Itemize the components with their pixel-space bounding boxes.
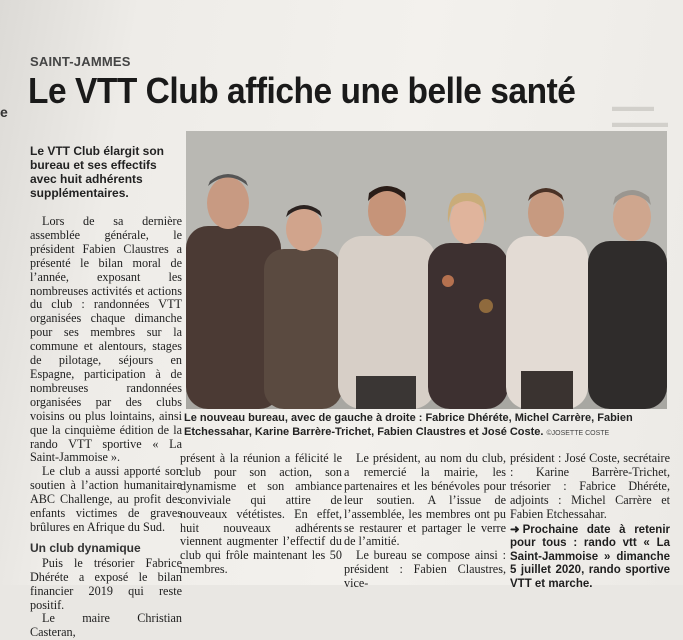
caption-text: Le nouveau bureau, avec de gauche à droite : Fabrice Dhéréte, Michel Carrère, Fabien Etchessahar, Karine Barrère-Trichet, Fabien Claustres et José Coste.	[184, 412, 633, 438]
event-note	[510, 524, 670, 592]
article-lead: Le VTT Club élargit son bureau et ses effectifs avec huit adhérents supplémentaires.	[30, 144, 165, 200]
paragraph: Le président, au nom du club, a remercié la mairie, les partenaires et les bénévoles pour leur soutien. A l’issue de l’assemblée, les membres ont pu se restaurer et partager le verre de l’amitié.	[344, 451, 506, 549]
text-column-1	[30, 215, 182, 640]
paragraph: Le club a aussi apporté son soutien à l’action humanitaire ABC Challenge, au profit des enfants victimes de graves brûlures en Afrique du Sud.	[30, 464, 182, 534]
text-column-4	[510, 452, 670, 591]
paragraph: Puis le trésorier Fabrice Dhéréte a exposé le bilan financier 2019 qui reste positif.	[30, 555, 182, 612]
text-column-2	[180, 452, 342, 577]
article-headline: Le VTT Club affiche une belle santé	[28, 70, 576, 111]
paragraph: Lors de sa dernière assemblée générale, le président Fabien Claustres a présenté le bilan moral de l’année, exposant les nombreuses activités et actions du club : randonnées VTT organisées chaque dimanche pour ses membres sur la commune et alentours, stages de pilotage, séjours en Espagne, participation à de nombreuses randonnées organisées par des clubs voisins ou plus lointains, ainsi que la cinquième édition de la rando VTT sportive « La Saint-Jammoise ».	[30, 214, 182, 465]
adjacent-article-fragment: e	[0, 104, 8, 120]
paragraph: président : José Coste, secrétaire : Karine Barrère-Trichet, trésorier : Fabrice Dhéréte, adjoints : Michel Carrère et Fabien Etchessahar.	[510, 451, 670, 521]
section-subhead: Un club dynamique	[30, 540, 141, 555]
paragraph: présent à la réunion a félicité le club pour son action, son dynamisme et son ambiance conviviale qui attire de nouveaux vététistes. En effet, huit nouveaux adhérents viennent augmenter l’effectif du club qui frôle maintenant les 50 membres.	[180, 451, 342, 577]
photo-credit: ©JOSETTE COSTE	[546, 430, 610, 437]
arrow-right-icon: ➜	[510, 523, 520, 536]
paragraph: Le maire Christian Casteran,	[30, 611, 182, 640]
article-kicker: SAINT-JAMMES	[30, 54, 131, 69]
photo-caption	[184, 411, 672, 441]
paragraph: Le bureau se compose ainsi : président : Fabien Claustres, vice-	[344, 548, 506, 591]
photo-illustration	[186, 131, 667, 409]
group-photo	[186, 131, 667, 409]
event-note-text: Prochaine date à retenir pour tous : rando vtt « La Saint-Jammoise » dimanche 5 juillet 2020, rando sportive VTT et marche.	[510, 523, 670, 590]
bleed-through-text: ▬▬▬ ▬▬▬▬	[612, 98, 668, 130]
text-column-3	[344, 452, 506, 591]
